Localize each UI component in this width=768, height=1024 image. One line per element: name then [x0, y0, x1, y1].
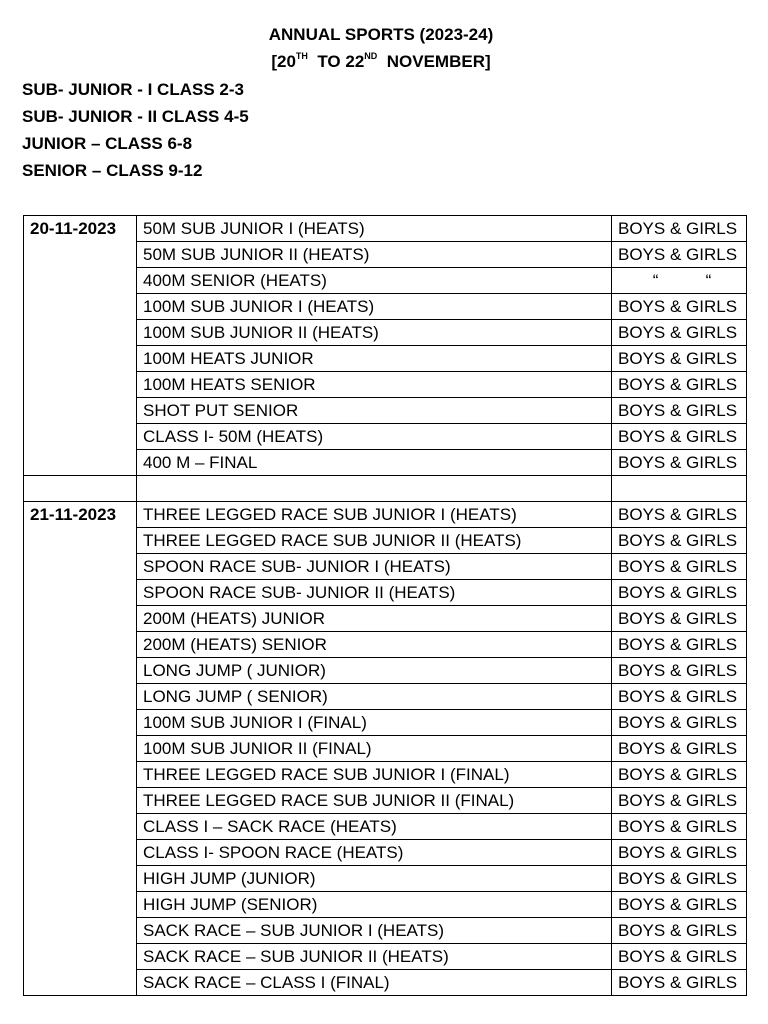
category-item: SENIOR – CLASS 9-12 — [22, 161, 203, 180]
participants: BOYS & GIRLS — [612, 710, 747, 736]
event-name: LONG JUMP ( JUNIOR) — [137, 658, 612, 684]
event-name: 400M SENIOR (HEATS) — [137, 268, 612, 294]
event-name: HIGH JUMP (JUNIOR) — [137, 866, 612, 892]
participants: BOYS & GIRLS — [612, 528, 747, 554]
date-range-end: NOVEMBER] — [386, 52, 491, 71]
date-range-to: TO 22 — [317, 52, 365, 71]
participants: BOYS & GIRLS — [612, 866, 747, 892]
event-name: THREE LEGGED RACE SUB JUNIOR II (HEATS) — [137, 528, 612, 554]
event-name: HIGH JUMP (SENIOR) — [137, 892, 612, 918]
participants: BOYS & GIRLS — [612, 658, 747, 684]
participants: BOYS & GIRLS — [612, 554, 747, 580]
event-name: SPOON RACE SUB- JUNIOR II (HEATS) — [137, 580, 612, 606]
event-name: THREE LEGGED RACE SUB JUNIOR I (HEATS) — [137, 502, 612, 528]
event-name: 100M SUB JUNIOR I (FINAL) — [137, 710, 612, 736]
empty-cell — [612, 476, 747, 502]
participants: “ “ — [612, 268, 747, 294]
event-name: 100M SUB JUNIOR II (HEATS) — [137, 320, 612, 346]
participants: BOYS & GIRLS — [612, 242, 747, 268]
participants: BOYS & GIRLS — [612, 346, 747, 372]
participants: BOYS & GIRLS — [612, 918, 747, 944]
event-name: CLASS I – SACK RACE (HEATS) — [137, 814, 612, 840]
participants: BOYS & GIRLS — [612, 632, 747, 658]
event-name: 200M (HEATS) SENIOR — [137, 632, 612, 658]
participants: BOYS & GIRLS — [612, 970, 747, 996]
event-name: CLASS I- 50M (HEATS) — [137, 424, 612, 450]
event-name: SACK RACE – SUB JUNIOR II (HEATS) — [137, 944, 612, 970]
participants: BOYS & GIRLS — [612, 788, 747, 814]
category-item: SUB- JUNIOR - II CLASS 4-5 — [22, 107, 249, 126]
event-name: LONG JUMP ( SENIOR) — [137, 684, 612, 710]
category-item: JUNIOR – CLASS 6-8 — [22, 134, 193, 153]
participants: BOYS & GIRLS — [612, 606, 747, 632]
date-range-start-suffix: TH — [295, 51, 308, 61]
date-range — [0, 52, 762, 72]
event-name: THREE LEGGED RACE SUB JUNIOR II (FINAL) — [137, 788, 612, 814]
empty-cell — [137, 476, 612, 502]
participants: BOYS & GIRLS — [612, 372, 747, 398]
empty-cell — [24, 476, 137, 502]
event-name: 100M SUB JUNIOR II (FINAL) — [137, 736, 612, 762]
participants: BOYS & GIRLS — [612, 450, 747, 476]
event-name: 100M SUB JUNIOR I (HEATS) — [137, 294, 612, 320]
participants: BOYS & GIRLS — [612, 424, 747, 450]
participants: BOYS & GIRLS — [612, 294, 747, 320]
table-row — [24, 216, 747, 242]
participants: BOYS & GIRLS — [612, 216, 747, 242]
spacer-row — [24, 476, 747, 502]
event-name: 100M HEATS JUNIOR — [137, 346, 612, 372]
schedule-table — [23, 215, 747, 996]
event-name: SPOON RACE SUB- JUNIOR I (HEATS) — [137, 554, 612, 580]
participants: BOYS & GIRLS — [612, 892, 747, 918]
participants: BOYS & GIRLS — [612, 944, 747, 970]
event-name: SACK RACE – SUB JUNIOR I (HEATS) — [137, 918, 612, 944]
event-name: 200M (HEATS) JUNIOR — [137, 606, 612, 632]
participants: BOYS & GIRLS — [612, 684, 747, 710]
event-name: 50M SUB JUNIOR I (HEATS) — [137, 216, 612, 242]
event-name: 100M HEATS SENIOR — [137, 372, 612, 398]
event-name: THREE LEGGED RACE SUB JUNIOR I (FINAL) — [137, 762, 612, 788]
schedule-date: 21-11-2023 — [24, 502, 137, 996]
date-range-end-suffix: ND — [364, 51, 378, 61]
participants: BOYS & GIRLS — [612, 762, 747, 788]
category-item: SUB- JUNIOR - I CLASS 2-3 — [22, 80, 244, 99]
participants: BOYS & GIRLS — [612, 580, 747, 606]
participants: BOYS & GIRLS — [612, 840, 747, 866]
event-name: SHOT PUT SENIOR — [137, 398, 612, 424]
participants: BOYS & GIRLS — [612, 320, 747, 346]
participants: BOYS & GIRLS — [612, 398, 747, 424]
date-range-start: [20 — [271, 52, 296, 71]
table-row — [24, 502, 747, 528]
participants: BOYS & GIRLS — [612, 814, 747, 840]
event-name: CLASS I- SPOON RACE (HEATS) — [137, 840, 612, 866]
event-name: SACK RACE – CLASS I (FINAL) — [137, 970, 612, 996]
participants: BOYS & GIRLS — [612, 736, 747, 762]
participants: BOYS & GIRLS — [612, 502, 747, 528]
event-name: 400 M – FINAL — [137, 450, 612, 476]
event-name: 50M SUB JUNIOR II (HEATS) — [137, 242, 612, 268]
schedule-date: 20-11-2023 — [24, 216, 137, 476]
category-list — [22, 79, 249, 187]
page-title: ANNUAL SPORTS (2023-24) — [268, 25, 494, 44]
